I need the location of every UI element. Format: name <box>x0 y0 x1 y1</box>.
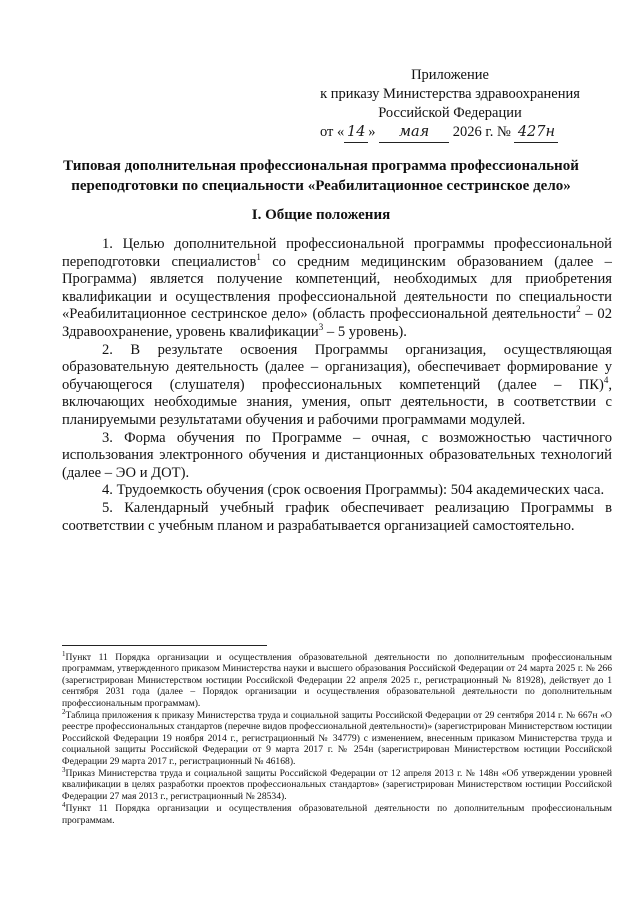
footnote-ref-4[interactable]: 4 <box>603 374 609 385</box>
paragraph-4: 4. Трудоемкость обучения (срок освоения Программы): 504 академических часа. <box>102 482 605 499</box>
footnote-text: Таблица приложения к приказу Министерства труда и социальной защиты Российской Федерации от 29 сентября 2014 г. № 667н «О реестре профессиональных стандартов (перечне видов профессиональной деятельности)» (зарегистрирован Министерством юстиции Российской Федерации 19 ноября 2014 г., регистрационный № 34779) с изменением, внесенным приказом Министерства труда и социальной защиты Российской Федерации от 9 марта 2017 г. № 254н (зарегистрирован Министерством юстиции Российской Федерации 29 марта 2017 г., регистрационный № 46168). <box>62 710 612 767</box>
section-title: I. Общие положения <box>251 207 391 223</box>
handwritten-number: 427н <box>514 123 558 143</box>
p2-text-a: 2. В результате освоения Программы организация, осуществляющая образовательную деятельность (далее – организация), обеспечивает формирование у обучающегося (слушателя) профессиональных компетенций (далее – ПК) <box>62 341 612 393</box>
paragraph-3: 3. Форма обучения по Программе – очная, с возможностью частичного использования электронного обучения и дистанционных образовательных технологий (далее – ЭО и ДОТ). <box>62 429 612 481</box>
footnote-4 <box>62 803 612 826</box>
document-title: Типовая дополнительная профессиональная программа профессиональной переподготовки по специальности «Реабилитационное сестринское дело» <box>63 158 579 194</box>
document-body <box>62 236 612 535</box>
footnote-ref-1[interactable]: 1 <box>256 251 261 262</box>
footnote-3 <box>62 765 612 802</box>
handwritten-day: 14 <box>344 123 368 143</box>
footnote-1 <box>62 649 612 709</box>
footnote-mark: 4 <box>62 801 66 810</box>
header-country: Российской Федерации <box>378 105 522 121</box>
handwritten-month: мая <box>379 123 449 143</box>
footnote-text: Пункт 11 Порядка организации и осуществления образовательной деятельности по дополнительным профессиональным программам, утвержденного приказом Министерства науки и высшего образования Российской Федерации от 24 марта 2025 г. № 266 (зарегистрирован Министерством юстиции Российской Федерации 22 апреля 2025 г., регистрационный № 81928), действует до 1 сентября 2031 года (далее – Порядок организации и осуществления образовательной деятельности по дополнительным профессиональным программам). <box>62 652 612 709</box>
p1-text-b: со средним медицинским образованием (далее – Программа) является получение компетенций, необходимых для приобретения квалификации и осуществления профессиональной деятельности по специальности «Реабилитационное сестринское дело» (область профессиональной деятельности <box>62 253 612 323</box>
header-order-ref: к приказу Министерства здравоохранения <box>320 86 580 102</box>
paragraph-1 <box>62 236 612 342</box>
p2-text-b: , включающих необходимые знания, умения, опыт деятельности, в соответствии с планируемыми результатами обучения и рабочими программами модулей. <box>62 376 612 428</box>
footnote-ref-3[interactable]: 3 <box>318 322 324 333</box>
footnotes <box>62 649 612 827</box>
footnote-ref-2[interactable]: 2 <box>576 304 581 315</box>
p1-text-c: – 02 Здравоохранение, уровень квалификации <box>62 306 612 340</box>
footnote-mark: 3 <box>62 765 66 774</box>
paragraph-5: 5. Календарный учебный график обеспечивает реализацию Программы в соответствии с учебным планом и разрабатывается организацией самостоятельно. <box>62 499 612 534</box>
p1-text-a: 1. Целью дополнительной профессиональной программы профессиональной переподготовки специалистов <box>62 236 612 270</box>
footnote-text: Пункт 11 Порядка организации и осуществления образовательной деятельности по дополнительным профессиональным программам. <box>62 803 612 826</box>
paragraph-2 <box>62 342 612 430</box>
footnote-2 <box>62 707 612 767</box>
approval-header <box>300 66 600 123</box>
date-prefix: от « <box>320 124 345 140</box>
date-mid: » <box>368 124 380 140</box>
p1-text-d: – 5 уровень). <box>323 323 407 340</box>
footnote-separator <box>62 645 267 646</box>
footnote-text: Приказ Министерства труда и социальной защиты Российской Федерации от 12 апреля 2013 г. № 148н «Об утверждении уровней квалификации в целях разработки проектов профессиональных стандартов» (зарегистрирован Министерством юстиции Российской Федерации 27 мая 2013 г., регистрационный № 28534). <box>62 768 612 802</box>
year-part: 2026 г. № <box>449 124 515 140</box>
order-date-number <box>320 123 620 143</box>
header-appendix: Приложение <box>411 67 489 83</box>
footnote-mark: 2 <box>62 707 66 716</box>
footnote-mark: 1 <box>62 649 66 658</box>
